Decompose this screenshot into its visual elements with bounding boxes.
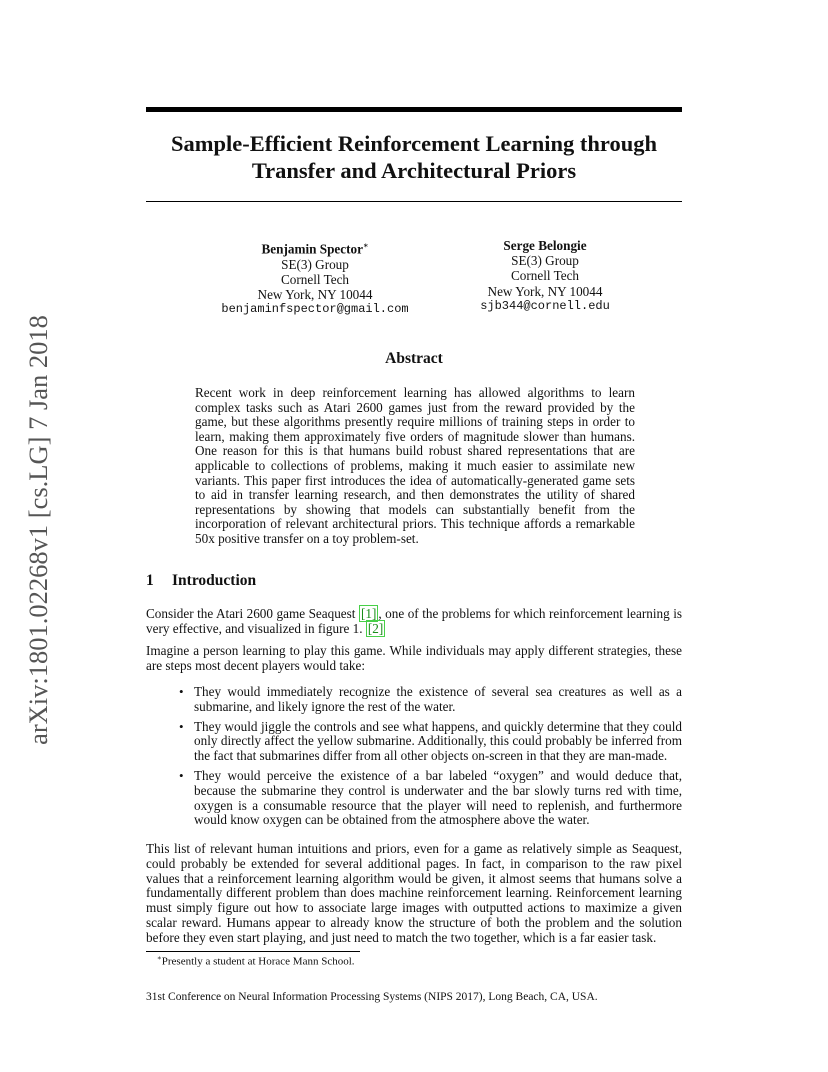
- section-number: 1: [146, 572, 154, 589]
- author-org: Cornell Tech: [510, 268, 580, 284]
- author-block-1: [190, 238, 440, 317]
- author-org: Cornell Tech: [280, 271, 350, 287]
- author-group: SE(3) Group: [281, 256, 349, 272]
- list-item: • They would immediately recognize the existence of several sea creatures as well as a submarine, and likely ignore the rest of the water.: [168, 685, 682, 715]
- author-email: benjaminfspector@gmail.com: [221, 302, 409, 317]
- title-bottom-rule: [146, 201, 682, 202]
- abstract-body: Recent work in deep reinforcement learning has allowed algorithms to learn complex tasks such as Atari 2600 games just from the reward provided by the game, but these algorithms presently require millions of training steps in order to learn, making them approximately five orders of magnitude slower than humans. One reason for this is that humans build robust shared representations that are applicable to collections of problems, making it much easier to assimilate new variants. This paper first introduces the idea of automatically-generated game sets to aid in transfer learning research, and then demonstrates the utility of shared representations by showing that models can substantially benefit from the incorporation of relevant architectural priors. This technique affords a remarkable 50x positive transfer on a toy problem-set.: [195, 385, 635, 546]
- citation-link-2[interactable]: [2]: [367, 620, 384, 636]
- intro-paragraph-3: This list of relevant human intuitions and priors, even for a game as relatively simple as Seaquest, could probably be extended for several additional pages. In fact, in comparison to the raw pixel values that a reinforcement learning algorithm would be given, it almost seems that humans solve a fundamentally different problem than does machine reinforcement learning. Reinforcement learning must simply figure out how to associate large images with outputted actions to maximize a given scalar reward. Humans appear to already know the structure of both the problem and the solution before they even start playing, and just need to match the two together, which is a far easier task.: [146, 841, 682, 945]
- author-email: sjb344@cornell.edu: [480, 298, 610, 313]
- footnote: [157, 954, 355, 968]
- author-city: New York, NY 10044: [257, 287, 373, 302]
- intro-paragraph-1: [146, 607, 682, 637]
- section-heading: [146, 572, 256, 590]
- footnote-marker: ∗: [157, 954, 162, 962]
- list-item: • They would perceive the existence of a bar labeled “oxygen” and would deduce that, because the submarine they control is underwater and the bar slowly turns red with time, oxygen is a consumable resource that the player will need to replenish, and furthermore would know oxygen can be obtained from the atmosphere above the water.: [168, 769, 682, 828]
- title-top-rule: [146, 107, 682, 112]
- author-city: New York, NY 10044: [487, 283, 603, 299]
- section-title: Introduction: [172, 572, 257, 589]
- paragraph-text: , one of the problems for which reinforcement learning is very effective, and visualized in figure 1.: [146, 606, 682, 636]
- author-block-2: [420, 238, 670, 314]
- abstract-heading: Abstract: [385, 350, 443, 367]
- arxiv-stamp: arXiv:1801.02268v1 [cs.LG] 7 Jan 2018: [22, 315, 53, 745]
- footnote-rule: [146, 951, 360, 952]
- paper-title: [146, 130, 682, 184]
- footnote-text: Presently a student at Horace Mann School.: [161, 955, 355, 968]
- citation-link-1[interactable]: [1]: [360, 606, 377, 621]
- author-group: SE(3) Group: [511, 253, 579, 269]
- author-name: Benjamin Spector: [261, 241, 363, 257]
- bullet-list: [168, 685, 682, 833]
- intro-paragraph-2: Imagine a person learning to play this game. While individuals may apply different strategies, these are steps most decent players would take:: [146, 643, 682, 673]
- paragraph-text: Consider the Atari 2600 game Seaquest: [146, 606, 359, 621]
- title-line-2: Transfer and Architectural Priors: [251, 158, 577, 183]
- title-line-1: Sample-Efficient Reinforcement Learning through: [170, 131, 657, 156]
- footnote-marker: ∗: [362, 241, 369, 250]
- conference-note: 31st Conference on Neural Information Processing Systems (NIPS 2017), Long Beach, CA, USA.: [146, 991, 598, 1003]
- author-name: Serge Belongie: [503, 238, 587, 253]
- list-item: • They would jiggle the controls and see what happens, and quickly determine that they could only directly affect the yellow submarine. Additionally, this could probably be inferred from the fact that submarines differ from all other objects on-screen in that they are man-made.: [168, 720, 682, 764]
